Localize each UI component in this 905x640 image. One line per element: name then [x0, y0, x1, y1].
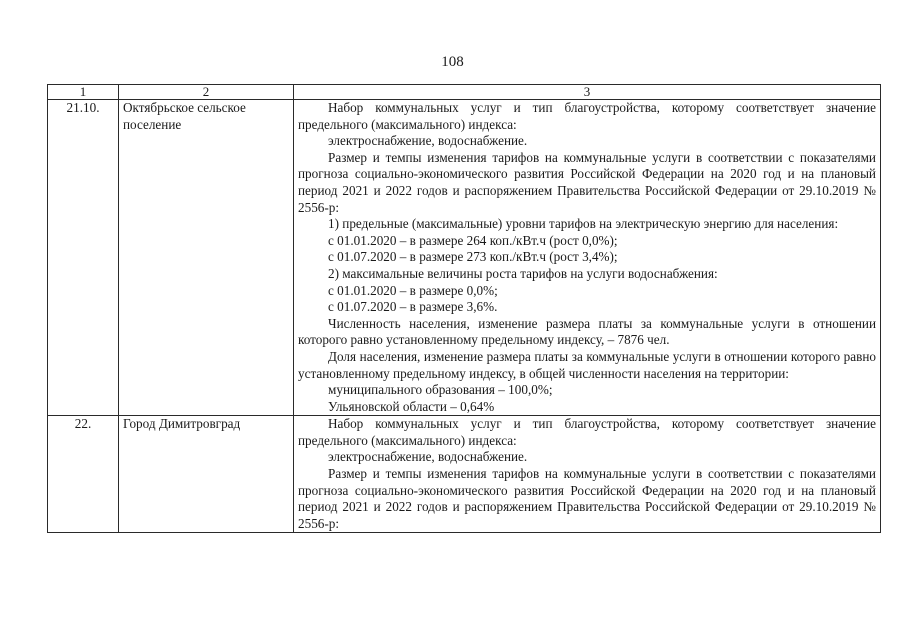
row-number: 21.10.: [48, 100, 119, 416]
paragraph: Размер и темпы изменения тарифов на коммунальные услуги в соответствии с показателями прогноза социально-экономического развития Российской Федерации на 2020 год и на плановый период 2021 и 2022 годов и распоряжением Правительства Российской Федерации от 29.10.2019 № 2556-р:: [298, 466, 876, 531]
paragraph: Численность населения, изменение размера платы за коммунальные услуги в отношении которого равно установленному предельному индексу, – 7876 чел.: [298, 315, 876, 348]
municipality-name: Октябрьское сельское поселение: [119, 100, 294, 416]
tariff-table: [47, 84, 881, 533]
paragraph: с 01.07.2020 – в размере 3,6%.: [328, 299, 498, 315]
column-header-1: 1: [48, 85, 119, 100]
table-row: [48, 416, 881, 533]
paragraph: Набор коммунальных услуг и тип благоустройства, которому соответствует значение предельного (максимального) индекса:: [298, 416, 876, 448]
paragraph: с 01.01.2020 – в размере 0,0%;: [328, 282, 498, 298]
row-number: 22.: [48, 416, 119, 533]
paragraph: Доля населения, изменение размера платы за коммунальные услуги в отношении которого равно установленному предельному индексу, в общей численности населения на территории:: [298, 348, 876, 381]
paragraph: Набор коммунальных услуг и тип благоустройства, которому соответствует значение предельного (максимального) индекса:: [298, 100, 876, 132]
paragraph: электроснабжение, водоснабжение.: [328, 449, 528, 465]
table-header-row: [48, 85, 881, 100]
paragraph: электроснабжение, водоснабжение.: [328, 133, 528, 149]
table-row: [48, 100, 881, 416]
column-header-3: 3: [294, 85, 881, 100]
paragraph: Ульяновской области – 0,64%: [328, 398, 495, 414]
row-description: [294, 100, 881, 416]
paragraph: 2) максимальные величины роста тарифов на услуги водоснабжения:: [328, 265, 718, 281]
row-description: [294, 416, 881, 533]
paragraph: Размер и темпы изменения тарифов на коммунальные услуги в соответствии с показателями прогноза социально-экономического развития Российской Федерации на 2020 год и на плановый период 2021 и 2022 годов и распоряжением Правительства Российской Федерации от 29.10.2019 № 2556-р:: [298, 149, 876, 215]
column-header-2: 2: [119, 85, 294, 100]
page-number: 108: [441, 54, 464, 70]
paragraph: с 01.01.2020 – в размере 264 коп./кВт.ч (рост 0,0%);: [328, 232, 618, 248]
paragraph: с 01.07.2020 – в размере 273 коп./кВт.ч (рост 3,4%);: [328, 249, 618, 265]
paragraph: 1) предельные (максимальные) уровни тарифов на электрическую энергию для населения:: [328, 216, 839, 232]
paragraph: муниципального образования – 100,0%;: [328, 382, 553, 398]
municipality-name: Город Димитровград: [119, 416, 294, 533]
